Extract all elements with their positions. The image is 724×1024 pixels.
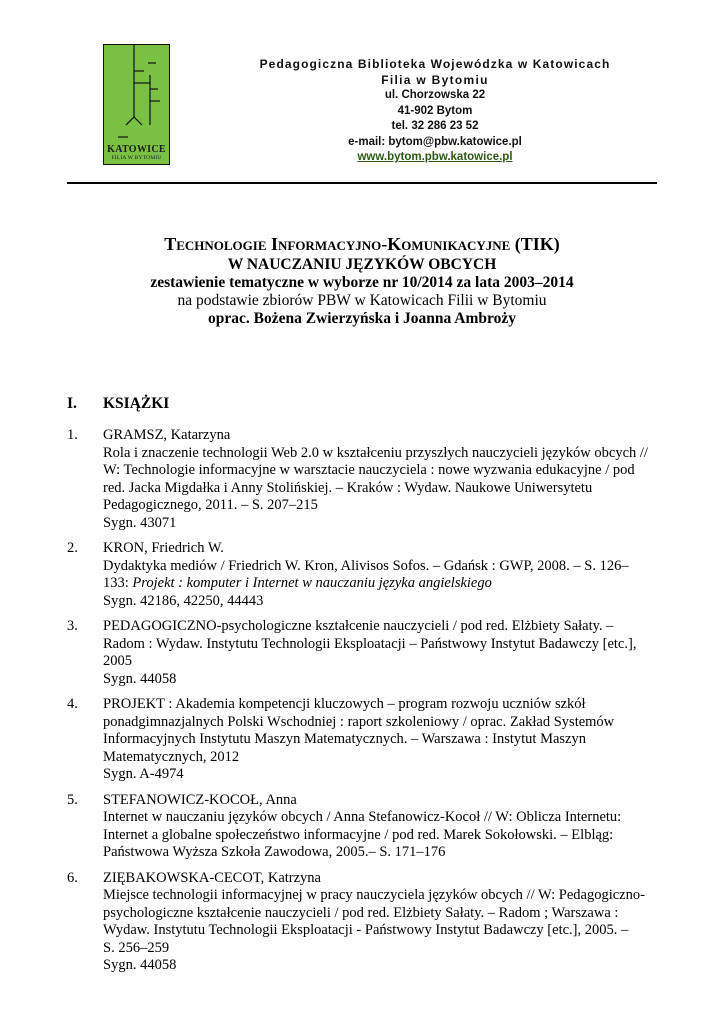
entry-line: Matematycznych, 2012 (103, 748, 240, 765)
entry-signature: Sygn. 44058 (103, 957, 177, 973)
bibliography-list (67, 427, 667, 983)
entry-number: 6. (67, 869, 78, 886)
entry-number: 2. (67, 540, 78, 556)
entry-line: 2005 (103, 653, 132, 669)
list-item (67, 870, 667, 975)
header-divider (67, 182, 657, 184)
section-label: KSIĄŻKI (103, 395, 170, 412)
section-heading (67, 395, 169, 413)
website-link[interactable]: www.bytom.pbw.katowice.pl (357, 151, 513, 163)
entry-author: KRON, Friedrich W. (103, 540, 224, 556)
entry-signature: Sygn. 44058 (103, 670, 177, 687)
entry-signature: Sygn. A-4974 (103, 766, 184, 782)
entry-number: 3. (67, 618, 78, 634)
email-address[interactable]: e-mail: bytom@pbw.katowice.pl (348, 135, 522, 148)
phone-number: tel. 32 286 23 52 (391, 120, 479, 132)
entry-line: ponadgimnazjalnych Polski Wschodniej : raport szkoleniowy / oprac. Zakład Systemów (103, 713, 615, 730)
document-title: Technologie Informacyjno-Komunikacyjne (TIK) (164, 234, 560, 254)
entry-line: S. 256–259 (103, 939, 170, 956)
list-item (67, 427, 667, 532)
entry-line: Rola i znaczenie technologii Web 2.0 w kształceniu przyszłych nauczycieli języków obcych // (103, 444, 648, 461)
entry-line: PROJEKT : Akademia kompetencji kluczowych – program rozwoju uczniów szkół (103, 696, 586, 712)
entry-signature: Sygn. 42186, 42250, 44443 (103, 592, 264, 609)
source-note: na podstawie zbiorów PBW w Katowicach Filii w Bytomiu (177, 292, 547, 309)
entry-line: Radom : Wydaw. Instytutu Technologii Eksploatacji – Państwowy Instytut Badawczy [etc.], (103, 635, 637, 652)
entry-line: Miejsce technologii informacyjnej w pracy nauczyciela języków obcych // W: Pedagogiczno- (103, 887, 645, 903)
entry-line-prefix: 133: (103, 575, 133, 591)
entry-author: ZIĘBAKOWSKA-CECOT, Katrzyna (103, 869, 321, 886)
list-item (67, 792, 667, 862)
list-item (67, 618, 667, 688)
entry-line: psychologiczne kształcenie nauczycieli / pod red. Elżbiety Sałaty. – Radom ; Warszawa : (103, 904, 619, 921)
entry-number: 5. (67, 791, 78, 808)
authors-note: oprac. Bożena Zwierzyńska i Joanna Ambroży (208, 310, 516, 327)
entry-line: PEDAGOGICZNO-psychologiczne kształcenie nauczycieli / pod red. Elżbiety Sałaty. – (103, 618, 614, 634)
entry-line: Internet a globalne społeczeństwo informacyjne / pod red. Marek Sokołowski. – Elbląg: (103, 826, 614, 843)
entry-number: 1. (67, 427, 78, 443)
entry-line: Internet w nauczaniu języków obcych / Anna Stefanowicz-Kocoł // W: Oblicza Internetu: (103, 809, 622, 825)
entry-line: red. Jacka Migdałka i Anny Stolińskiej. – Kraków : Wydaw. Naukowe Uniwersytetu (103, 479, 593, 496)
list-item (67, 540, 667, 610)
library-logo (103, 44, 170, 165)
branch-name: Filia w Bytomiu (381, 72, 489, 87)
document-title-block (67, 232, 657, 328)
entry-line (103, 575, 667, 593)
section-number: I. (67, 395, 77, 412)
logo-name: KATOWICE (107, 144, 166, 155)
entry-signature: Sygn. 43071 (103, 514, 177, 531)
document-subtitle: W NAUCZANIU JĘZYKÓW OBCYCH (227, 256, 497, 273)
postal-address: 41-902 Bytom (397, 104, 473, 117)
entry-line: Wydaw. Instytutu Technologii Eksploatacji - Państwowy Instytut Badawczy [etc.], 2005. – (103, 922, 629, 938)
entry-number: 4. (67, 696, 78, 712)
entry-italic-title: Projekt : komputer i Internet w nauczaniu języka angielskiego (132, 575, 492, 591)
entry-line: Informacyjnych Instytutu Maszyn Matematycznych. – Warszawa : Instytut Maszyn (103, 731, 586, 747)
street-address: ul. Chorzowska 22 (384, 89, 486, 101)
entry-author: STEFANOWICZ-KOCOŁ, Anna (103, 791, 297, 808)
list-description: zestawienie tematyczne w wyborze nr 10/2014 za lata 2003–2014 (150, 274, 574, 291)
institution-name: Pedagogiczna Biblioteka Wojewódzka w Katowicach (259, 57, 611, 71)
library-header (225, 57, 645, 166)
logo-subtitle: FILIA W BYTOMIU (111, 155, 162, 161)
entry-author: GRAMSZ, Katarzyna (103, 427, 231, 443)
entry-line: W: Technologie informacyjne w warsztacie nauczyciela : nowe wyzwania edukacyjne / pod (103, 462, 635, 478)
entry-line: Państwowa Wyższa Szkoła Zawodowa, 2005.– S. 171–176 (103, 844, 446, 860)
list-item (67, 696, 667, 784)
entry-line: Dydaktyka mediów / Friedrich W. Kron, Alivisos Sofos. – Gdańsk : GWP, 2008. – S. 126– (103, 557, 629, 574)
entry-line: Pedagogicznego, 2011. – S. 207–215 (103, 497, 318, 513)
